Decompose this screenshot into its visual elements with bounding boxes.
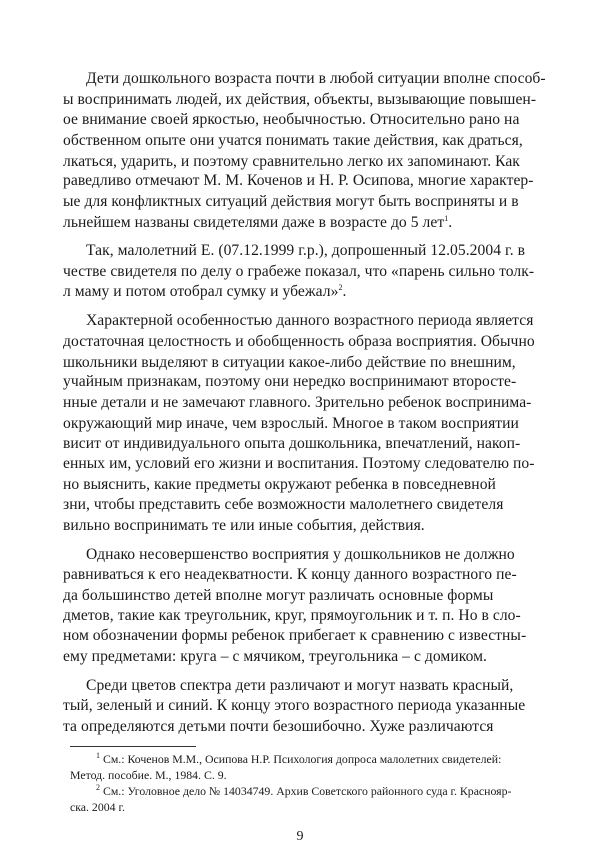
body-line-text: л маму и потом отобрал сумку и убежал»: [63, 283, 339, 300]
body-line: да большинство детей вполне могут различать основные формы: [63, 587, 494, 604]
body-line: ые для конфликтных ситуаций действия могут быть восприняты и в: [63, 193, 519, 210]
body-line: л маму и потом отобрал сумку и убежал»$^2$.: [63, 282, 347, 300]
footnote-1: [96, 752, 546, 767]
footnote-2-cont: ска. 2004 г.: [70, 800, 125, 814]
body-line-text: льнейшем названы свидетелями даже в возрасте до 5 лет: [63, 214, 445, 231]
footnote-marker: 2: [96, 783, 100, 793]
footnote-text: См.: Коченов М.М., Осипова Н.Р. Психология допроса малолетних свидетелей:: [102, 752, 502, 766]
footnote-1-cont: Метод. пособие. М., 1984. С. 9.: [70, 768, 227, 782]
body-line: тый, зеленый и синий. К концу этого возрастного периода указанные: [63, 697, 526, 714]
body-line: зни, чтобы представить себе возможности малолетнего свидетеля: [63, 496, 504, 513]
body-line: енных им, условий его жизни и воспитания. Поэтому следователю по-: [63, 455, 535, 472]
body-line: Так, малолетний Е. (07.12.1999 г.р.), допрошенный 12.05.2004 г. в: [86, 242, 526, 259]
body-line: та определяются детьми почти безошибочно. Хуже различаются: [63, 718, 494, 735]
footnote-text: См.: Уголовное дело № 14034749. Архив Советского районного суда г. Краснояр-: [102, 784, 512, 798]
body-line: равниваться к его неадекватности. К концу данного возрастного пе-: [63, 566, 517, 583]
body-line: висит от индивидуального опыта дошкольника, впечатлений, накоп-: [63, 435, 521, 452]
body-line: дметов, такие как треугольник, круг, прямоугольник и т. п. Но в сло-: [63, 607, 521, 624]
body-line: учайным признакам, поэтому они нередко воспринимают второсте-: [63, 373, 517, 390]
body-line: ы воспринимать людей, их действия, объекты, вызывающие повышен-: [63, 91, 537, 108]
body-line: ое внимание своей яркостью, необычностью. Относительно рано на: [63, 111, 520, 128]
body-line: школьники выделяют в ситуации какое-либо действие по внешним,: [63, 354, 516, 371]
body-line: обственном опыте они учатся понимать такие действия, как драться,: [63, 132, 523, 149]
body-line: льнейшем названы свидетелями даже в возрасте до 5 лет$^1$.: [63, 213, 453, 231]
body-line: Среди цветов спектра дети различают и могут назвать красный,: [86, 677, 514, 694]
body-line: лкаться, ударить, и поэтому сравнительно легко их запоминают. Как: [63, 153, 520, 170]
body-line: Характерной особенностью данного возрастного периода является: [86, 312, 534, 329]
body-line: окружающий мир иначе, чем взрослый. Многое в таком восприятии: [63, 415, 519, 432]
footnote-2: [96, 784, 546, 799]
body-line: ему предметами: круга – с мячиком, треугольника – с домиком.: [63, 648, 487, 665]
footnote-marker: 1: [96, 751, 100, 761]
body-line: честве свидетеля по делу о грабеже показал, что «парень сильно толк-: [63, 263, 535, 280]
body-line: вильно воспринимать те или иные события, действия.: [63, 517, 425, 534]
page-number: 9: [296, 829, 304, 844]
body-line: Дети дошкольного возраста почти в любой ситуации вполне способ-: [86, 70, 546, 87]
body-line: ном обозначении формы ребенок прибегает к сравнению с известны-: [63, 627, 527, 644]
body-line: Однако несовершенство восприятия у дошкольников не должно: [86, 546, 515, 563]
body-line: нные детали и не замечают главного. Зрительно ребенок воспринима-: [63, 394, 532, 411]
body-line: раведливо отмечают М. М. Коченов и Н. Р. Осипова, многие характер-: [63, 172, 534, 189]
footnote-ref: 2: [338, 282, 343, 292]
body-line: но выяснить, какие предметы окружают ребенка в повседневной: [63, 476, 496, 493]
footnote-separator: [70, 746, 196, 747]
body-line: достаточная целостность и обобщенность образа восприятия. Обычно: [63, 333, 535, 350]
footnote-ref: 1: [444, 213, 449, 223]
